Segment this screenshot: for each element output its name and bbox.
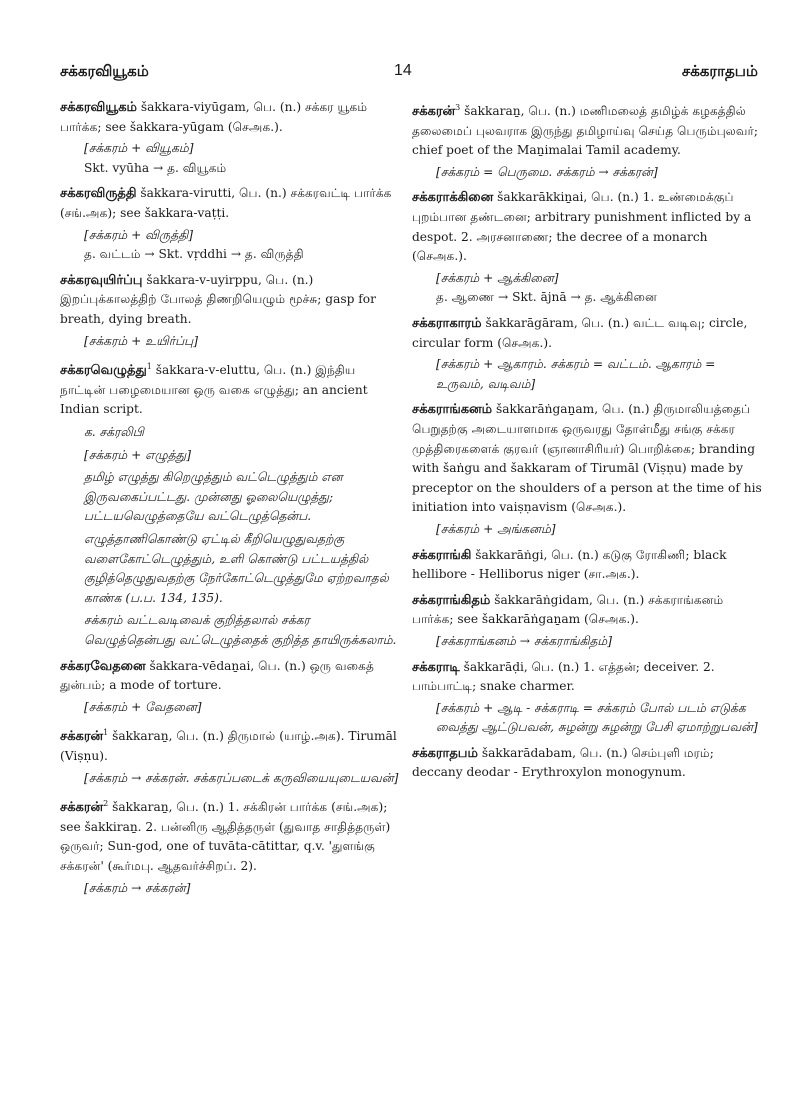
entry-etymology: [சக்கராங்கனம் → சக்கராங்கிதம்]	[436, 633, 612, 648]
entry-headword: சக்கரவெழுத்து	[60, 363, 147, 379]
dictionary-entry	[412, 188, 764, 308]
entry-body: šakkara-v-eluttu, பெ. (n.) இந்திய நாட்டின் பழைமையான ஒரு வகை எழுத்து; an ancient Indian script.	[60, 363, 368, 417]
entry-definition-line	[60, 271, 400, 330]
entry-note: தமிழ் எழுத்து கிறெழுத்தும் வட்டெழுத்தும் என இருவகைப்பட்டது. முன்னது ஓலையெழுத்து; பட்டயவெழுத்தையே வட்டெழுத்தென்ப.	[84, 470, 343, 524]
entry-etymology: [சக்கரம் + ஆக்கினை]	[436, 270, 559, 285]
dictionary-entry	[60, 184, 400, 264]
entry-body: šakkarāgāram, பெ. (n.) வட்ட வடிவு; circle, circular form (செஅக.).	[412, 316, 748, 350]
entry-headword: சக்கராடி	[412, 659, 460, 675]
entry-body: šakkaraṉ, பெ. (n.) திருமால் (யாழ்.அக). Tirumāl (Viṣṇu).	[60, 729, 397, 763]
entry-headword: சக்கரன்	[60, 800, 104, 816]
entry-headword: சக்கராகாரம்	[412, 316, 482, 331]
entry-body: šakkarāṅgi, பெ. (n.) கடுகு ரோகிணி; black hellibore - Helliborus niger (சா.அக.).	[412, 547, 727, 582]
entry-note: எழுத்தாணிகொண்டு ஏட்டில் கீறியெழுதுவதற்கு வளைகோட்டெழுத்தும், உளி கொண்டு பட்டயத்தில் குழித்தெழுதுவதற்கு நேர்கோட்டெழுத்துமே ஏற்றவாதல் காண்க (ப.ப. 134, 135).	[84, 531, 389, 605]
entry-headword: சக்கரன்	[412, 104, 456, 120]
entry-body: šakkaraṉ, பெ. (n.) மணிமலைத் தமிழ்க் கழகத்தில் தலைமைப் புலவராக இருந்து தமிழாய்வு செய்த பெரும்புலவர்; chief poet of the Maṉimalai Tamil academy.	[412, 104, 759, 158]
dictionary-entry	[60, 657, 400, 718]
entry-headword: சக்கரன்	[60, 729, 104, 745]
entry-definition-line	[412, 98, 764, 161]
dictionary-entry	[60, 723, 400, 788]
entry-note: க. சக்ரலிபி	[84, 424, 144, 439]
entry-derivation: Skt. vyūha → த. வியூகம்	[84, 160, 227, 175]
dictionary-entry	[60, 357, 400, 650]
entry-definition-line	[412, 744, 764, 783]
dictionary-entry	[412, 591, 764, 652]
entry-body: šakkara-virutti, பெ. (n.) சக்கரவட்டி பார்க்க (சங்.அக); see šakkara-vaṭṭi.	[60, 186, 392, 220]
dictionary-entry	[60, 794, 400, 898]
entry-headword: சக்கராக்கினை	[412, 190, 494, 206]
entry-definition-line	[412, 658, 764, 697]
homonym-number: 1	[146, 362, 152, 372]
left-column	[60, 98, 400, 904]
entry-derivation: த. வட்டம் → Skt. vṛddhi → த. விருத்தி	[84, 247, 304, 262]
header-first-word: சக்கரவியூகம்	[60, 62, 149, 80]
header-last-word: சக்கராதபம்	[681, 62, 758, 80]
dictionary-entry	[60, 98, 400, 178]
entry-note: சக்கரம் வட்டவடிவைக் குறித்தலால் சக்கர வெழுத்தென்பது வட்டெழுத்தைக் குறித்த தாயிருக்கலாம்.	[84, 613, 397, 647]
entry-definition-line	[412, 591, 764, 630]
entry-definition-line	[60, 184, 400, 223]
entry-headword: சக்கரவியூகம்	[60, 100, 137, 115]
dictionary-entry	[412, 400, 764, 539]
dictionary-entry	[412, 744, 764, 783]
entry-definition-line	[412, 546, 764, 585]
entry-definition-line	[60, 794, 400, 876]
entry-headword: சக்கரவிருத்தி	[60, 186, 137, 202]
entry-body: šakkarāṅgaṉam, பெ. (n.) திருமாலியத்தைப் பெறுதற்கு அடையாளமாக ஒருவரது தோள்மீது சங்கு சக்கர முத்திரைகளைக் குரவர் (ஞானாசிரியர்) பொறிக்கை; branding with šaṅgu and šakkaram of Tirumāl (Viṣṇu) made by preceptor on the shoulders of a person at the time of his initiation into vaiṣṇavism (செஅக.).	[412, 402, 762, 515]
page-number: 14	[394, 62, 412, 79]
homonym-number: 1	[103, 728, 109, 738]
entry-definition-line	[60, 98, 400, 137]
entry-etymology: [சக்கரம் + விருத்தி]	[84, 227, 193, 242]
entry-body: šakkara-viyūgam, பெ. (n.) சக்கர யூகம் பார்க்க; see šakkara-yūgam (செஅக.).	[60, 100, 368, 134]
entry-headword: சக்கராங்கனம்	[412, 402, 493, 418]
entry-body: šakkara-v-uyirppu, பெ. (n.) இறப்புக்காலத்திற் போலத் திணறியெழும் மூச்சு; gasp for breath, dying breath.	[60, 272, 376, 326]
dictionary-entry	[412, 546, 764, 585]
entry-etymology: [சக்கரம் + எழுத்து]	[84, 447, 191, 462]
entry-derivation: த. ஆணை → Skt. ājnā → த. ஆக்கினை	[436, 290, 657, 305]
entry-etymology: [சக்கரம் + ஆகாரம். சக்கரம் = வட்டம். ஆகாரம் = உருவம், வடிவம்]	[436, 357, 716, 391]
entry-body: šakkarāṅgidam, பெ. (n.) சக்கராங்கனம் பார்க்க; see šakkarāṅgaṉam (செஅக.).	[412, 592, 724, 627]
page-header	[52, 62, 758, 88]
entry-headword: சக்கராங்கிதம்	[412, 592, 491, 608]
entry-body: šakkarākkiṉai, பெ. (n.) 1. உண்மைக்குப் புறம்பான தண்டனை; arbitrary punishment inflicted by a despot. 2. அரசனாணை; the decree of a monarch (செஅக.).	[412, 190, 752, 264]
entry-etymology: [சக்கரம் = பெருமை. சக்கரம் → சக்கரன்]	[436, 164, 658, 179]
entry-headword: சக்கராதபம்	[412, 745, 478, 761]
entry-body: šakkara-vēdaṉai, பெ. (n.) ஒரு வகைத் துன்பம்; a mode of torture.	[60, 658, 374, 693]
homonym-number: 2	[103, 799, 109, 809]
dictionary-entry	[412, 658, 764, 738]
entry-body: šakkaraṉ, பெ. (n.) 1. சக்கிரன் பார்க்க (சங்.அக); see šakkiraṉ. 2. பன்னிரு ஆதித்தருள் (துவாத சாதித்தருள்) ஒருவர்; Sun-god, one of tuvāta-cātittar, q.v. 'துளங்கு சக்கரன்' (கூர்மபு. ஆதவர்ச்சிறப். 2).	[60, 800, 391, 873]
entry-body: šakkarādabam, பெ. (n.) செம்புளி மரம்; deccany deodar - Erythroxylon monogynum.	[412, 745, 714, 780]
entry-etymology: [சக்கரம் + ஆடி - சக்கராடி = சக்கரம் போல் படம் எடுக்க வைத்து ஆட்டுபவன், சுழன்று சுழன்று பேசி ஏமாற்றுபவன்]	[436, 700, 758, 735]
dictionary-entry	[412, 314, 764, 394]
entry-etymology: [சக்கரம் + வியூகம்]	[84, 141, 194, 156]
entry-definition-line	[412, 188, 764, 266]
entry-headword: சக்கரவுயிர்ப்பு	[60, 272, 143, 288]
right-column	[412, 98, 764, 789]
dictionary-entry	[60, 271, 400, 351]
entry-definition-line	[60, 723, 400, 766]
entry-etymology: [சக்கரம் → சக்கரன்]	[84, 880, 191, 895]
homonym-number: 3	[455, 103, 461, 112]
entry-headword: சக்கரவேதனை	[60, 658, 146, 674]
dictionary-entry	[412, 98, 764, 182]
entry-etymology: [சக்கரம் + வேதனை]	[84, 699, 202, 714]
entry-body: šakkarāḍi, பெ. (n.) 1. எத்தன்; deceiver. 2. பாம்பாட்டி; snake charmer.	[412, 659, 715, 694]
entry-definition-line	[60, 657, 400, 696]
entry-definition-line	[412, 314, 764, 353]
entry-definition-line	[60, 357, 400, 420]
entry-etymology: [சக்கரம் + உயிர்ப்பு]	[84, 333, 198, 348]
entry-etymology: [சக்கரம் → சக்கரன். சக்கரப்படைக் கருவியையுடையவன்]	[84, 770, 399, 785]
entry-headword: சக்கராங்கி	[412, 547, 472, 563]
entry-definition-line	[412, 400, 764, 518]
entry-etymology: [சக்கரம் + அங்கனம்]	[436, 521, 556, 536]
